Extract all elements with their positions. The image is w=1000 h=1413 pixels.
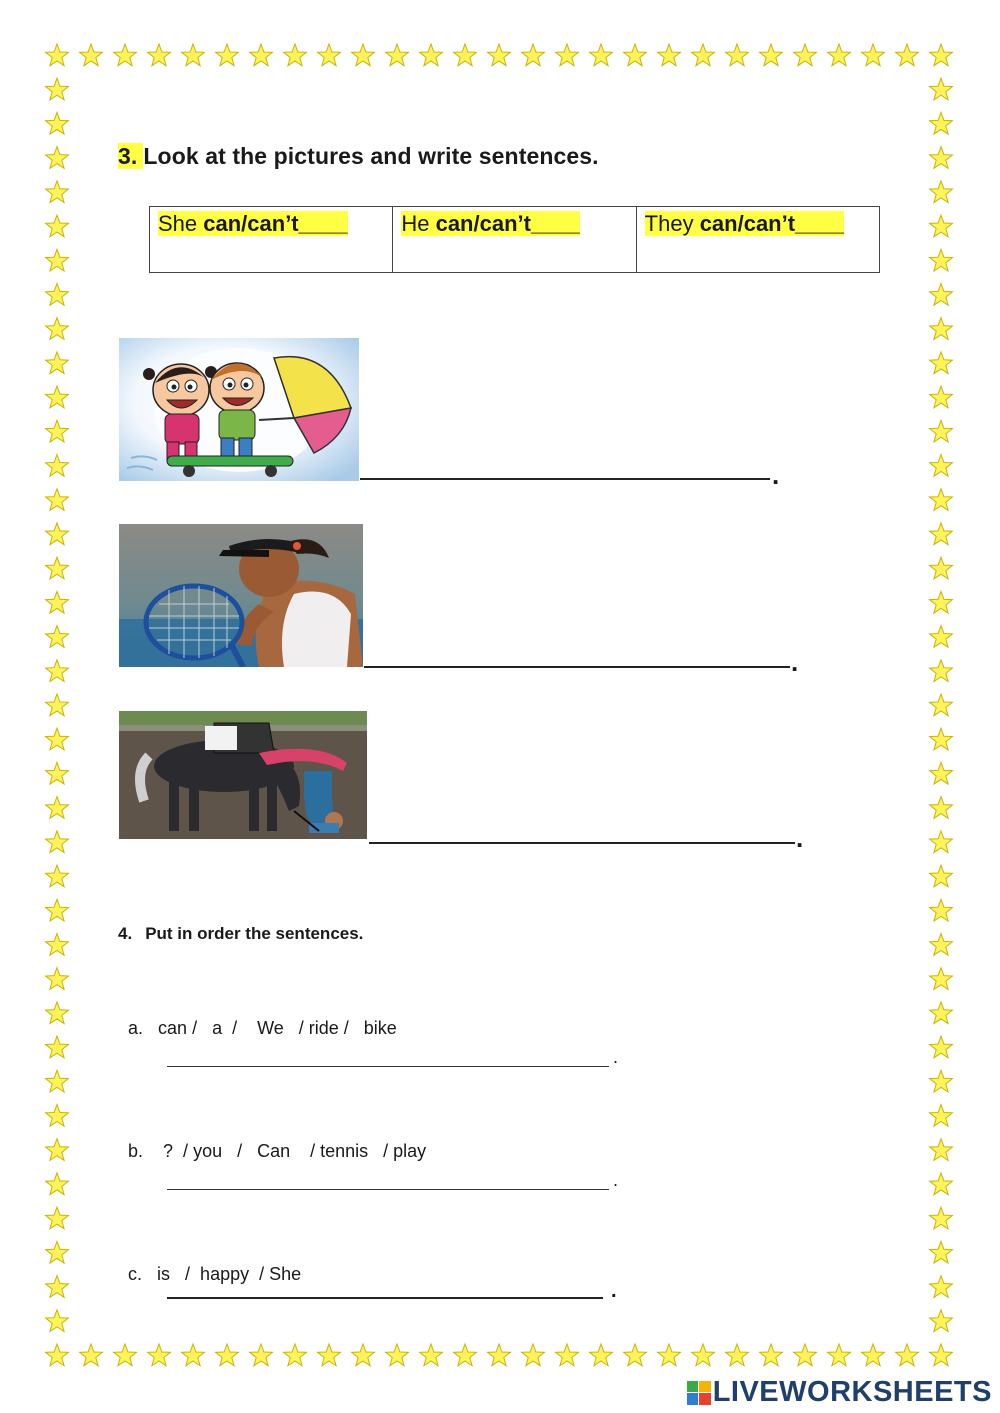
star-icon [420,44,443,66]
star-icon [46,1344,69,1366]
star-icon [930,934,953,956]
star-icon [284,44,307,66]
star-icon [930,1070,953,1092]
star-icon [862,1344,885,1366]
star-icon [896,44,919,66]
star-icon [930,215,953,237]
answer-line-3[interactable] [369,842,795,844]
answer-2-period: . [791,647,799,677]
exercise-4-number: 4. [118,924,133,943]
scrambled-sentence-a [118,997,397,1039]
star-icon [46,968,69,990]
star-icon [46,1310,69,1332]
liveworksheets-logo [687,1376,992,1409]
answer-c-period: . [611,1280,617,1302]
star-icon [46,249,69,271]
star-icon [692,44,715,66]
star-icon [46,215,69,237]
star-icon [318,44,341,66]
star-icon [930,1139,953,1161]
option-verb: can/can’t____ [435,211,580,236]
star-icon [556,1344,579,1366]
star-icon [930,284,953,306]
star-icon [930,762,953,784]
star-icon [930,1241,953,1263]
star-icon [46,44,69,66]
horse-girl-image [119,711,367,839]
star-icon [930,660,953,682]
star-icon [930,112,953,134]
star-icon [352,44,375,66]
star-icon [46,181,69,203]
star-icon [46,1139,69,1161]
star-icon [46,626,69,648]
star-icon [930,899,953,921]
option-they [636,207,879,273]
star-icon [930,865,953,887]
star-icon [46,728,69,750]
star-icon [488,1344,511,1366]
star-icon [182,44,205,66]
star-icon [692,1344,715,1366]
star-icon [148,1344,171,1366]
answer-3-period: . [796,823,804,853]
star-icon [46,147,69,169]
star-icon [46,1036,69,1058]
scrambled-sentence-b [118,1120,426,1162]
star-icon [930,1344,953,1366]
star-icon [46,660,69,682]
option-verb: can/can’t____ [203,211,348,236]
scrambled-words: can / a / We / ride / bike [158,1018,397,1038]
star-icon [930,1173,953,1195]
star-icon [216,44,239,66]
scrambled-words: is / happy / She [157,1264,302,1284]
exercise-3-number: 3. [118,143,143,169]
answer-line-2[interactable] [364,666,790,668]
liveworksheets-icon [687,1381,711,1405]
option-pronoun: She [158,211,204,236]
star-icon [386,1344,409,1366]
answer-a-period: . [613,1047,619,1067]
star-icon [930,968,953,990]
star-icon [624,44,647,66]
picture-horse-girl [119,711,367,839]
star-icon [624,1344,647,1366]
star-icon [46,386,69,408]
star-icon [46,420,69,442]
picture-tennis-player [119,524,363,667]
item-letter: a. [128,1018,144,1038]
star-icon [46,1207,69,1229]
star-icon [46,284,69,306]
star-icon [46,899,69,921]
star-icon [46,1002,69,1024]
star-icon [46,1241,69,1263]
star-icon [80,1344,103,1366]
option-she [150,207,393,273]
star-icon [760,1344,783,1366]
star-icon [46,489,69,511]
star-icon [930,386,953,408]
star-icon [250,1344,273,1366]
star-icon [794,1344,817,1366]
star-icon [930,797,953,819]
star-icon [454,1344,477,1366]
star-icon [828,1344,851,1366]
star-icon [46,318,69,340]
option-verb: can/can’t____ [699,211,844,236]
star-icon [454,44,477,66]
star-icon [896,1344,919,1366]
picture-cartoon-kids [119,338,359,481]
sentence-options-table [149,206,880,273]
star-icon [930,249,953,271]
star-icon [828,44,851,66]
star-icon [46,762,69,784]
star-icon [590,44,613,66]
star-icon [590,1344,613,1366]
exercise-3-title [118,143,599,170]
star-icon [46,1276,69,1298]
item-letter: b. [128,1141,144,1161]
star-icon [488,44,511,66]
answer-line-b[interactable] [167,1189,609,1190]
star-icon [726,44,749,66]
star-icon [930,318,953,340]
star-icon [726,1344,749,1366]
star-icon [46,523,69,545]
star-icon [658,44,681,66]
star-icon [658,1344,681,1366]
star-icon [760,44,783,66]
star-icon [930,1207,953,1229]
answer-line-1[interactable] [360,478,770,480]
star-icon [114,1344,137,1366]
star-icon [114,44,137,66]
star-icon [352,1344,375,1366]
tennis-player-image [119,524,363,667]
option-pronoun: They [644,211,700,236]
answer-line-c[interactable] [167,1297,603,1299]
star-icon [46,591,69,613]
star-icon [46,797,69,819]
star-icon [930,831,953,853]
star-icon [46,455,69,477]
star-icon [522,44,545,66]
answer-1-period: . [772,460,780,490]
star-icon [148,44,171,66]
star-icon [930,1276,953,1298]
cartoon-kids-image [119,338,359,481]
star-icon [318,1344,341,1366]
star-icon [930,44,953,66]
answer-line-a[interactable] [167,1066,609,1067]
star-icon [80,44,103,66]
star-icon [930,181,953,203]
star-icon [862,44,885,66]
star-icon [46,694,69,716]
star-icon [930,1310,953,1332]
star-icon [46,831,69,853]
star-icon [930,1002,953,1024]
star-icon [182,1344,205,1366]
star-icon [46,1173,69,1195]
star-icon [930,557,953,579]
star-icon [522,1344,545,1366]
star-icon [46,865,69,887]
star-icon [386,44,409,66]
star-icon [930,1036,953,1058]
item-letter: c. [128,1264,143,1284]
star-icon [46,934,69,956]
star-icon [930,78,953,100]
star-icon [556,44,579,66]
star-icon [284,1344,307,1366]
star-icon [46,557,69,579]
exercise-4-instruction: Put in order the sentences. [145,924,364,943]
scrambled-sentence-c [118,1243,301,1285]
star-icon [794,44,817,66]
scrambled-words: ? / you / Can / tennis / play [158,1141,427,1161]
star-icon [46,112,69,134]
option-pronoun: He [401,211,436,236]
star-icon [930,728,953,750]
option-he [393,207,636,273]
star-icon [930,626,953,648]
star-icon [46,1070,69,1092]
star-icon [420,1344,443,1366]
exercise-4-title [118,924,363,944]
star-icon [46,78,69,100]
star-icon [930,694,953,716]
star-icon [930,455,953,477]
star-icon [930,420,953,442]
star-icon [46,1105,69,1127]
star-icon [46,352,69,374]
star-icon [930,147,953,169]
star-icon [216,1344,239,1366]
star-icon [930,489,953,511]
star-icon [930,352,953,374]
star-icon [930,523,953,545]
star-icon [930,1105,953,1127]
answer-b-period: . [613,1170,619,1190]
star-icon [930,591,953,613]
liveworksheets-text: LIVEWORKSHEETS [712,1376,992,1408]
exercise-3-instruction: Look at the pictures and write sentences. [143,143,599,169]
star-icon [250,44,273,66]
